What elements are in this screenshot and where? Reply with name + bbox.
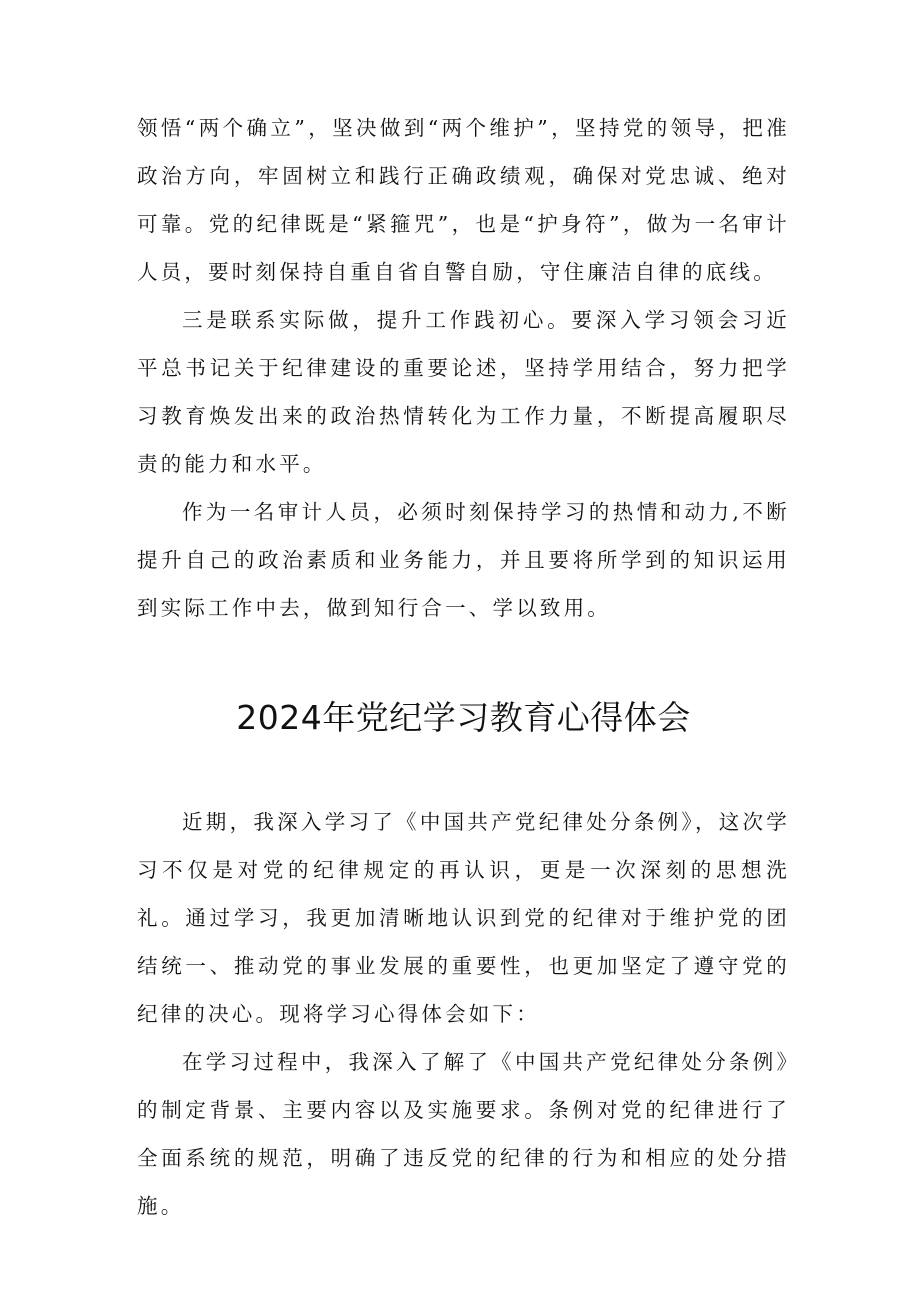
paragraph-point-three: 三是联系实际做，提升工作践初心。要深入学习领会习近平总书记关于纪律建设的重要论述，坚持学用结合，努力把学习教育焕发出来的政治热情转化为工作力量，不断提高履职尽责的能力和水平。	[137, 308, 790, 476]
paragraph-study-process: 在学习过程中，我深入了解了《中国共产党纪律处分条例》的制定背景、主要内容以及实施要求。条例对党的纪律进行了全面系统的规范，明确了违反党的纪律的行为和相应的处分措施。	[137, 1050, 790, 1218]
paragraph-intro: 近期，我深入学习了《中国共产党纪律处分条例》，这次学习不仅是对党的纪律规定的再认识，更是一次深刻的思想洗礼。通过学习，我更加清晰地认识到党的纪律对于维护党的团结统一、推动党的事业发展的重要性，也更加坚定了遵守党的纪律的决心。现将学习心得体会如下：	[137, 810, 790, 1026]
paragraph-continued: 领悟“两个确立”，坚决做到“两个维护”，坚持党的领导，把准政治方向，牢固树立和践行正确政绩观，确保对党忠诚、绝对可靠。党的纪律既是“紧箍咒”，也是“护身符”，做为一名审计人员，要时刻保持自重自省自警自励，守住廉洁自律的底线。	[137, 116, 790, 284]
document-title: 2024年党纪学习教育心得体会	[236, 698, 691, 737]
paragraph-conclusion: 作为一名审计人员，必须时刻保持学习的热情和动力,不断提升自己的政治素质和业务能力，并且要将所学到的知识运用到实际工作中去，做到知行合一、学以致用。	[137, 500, 790, 620]
